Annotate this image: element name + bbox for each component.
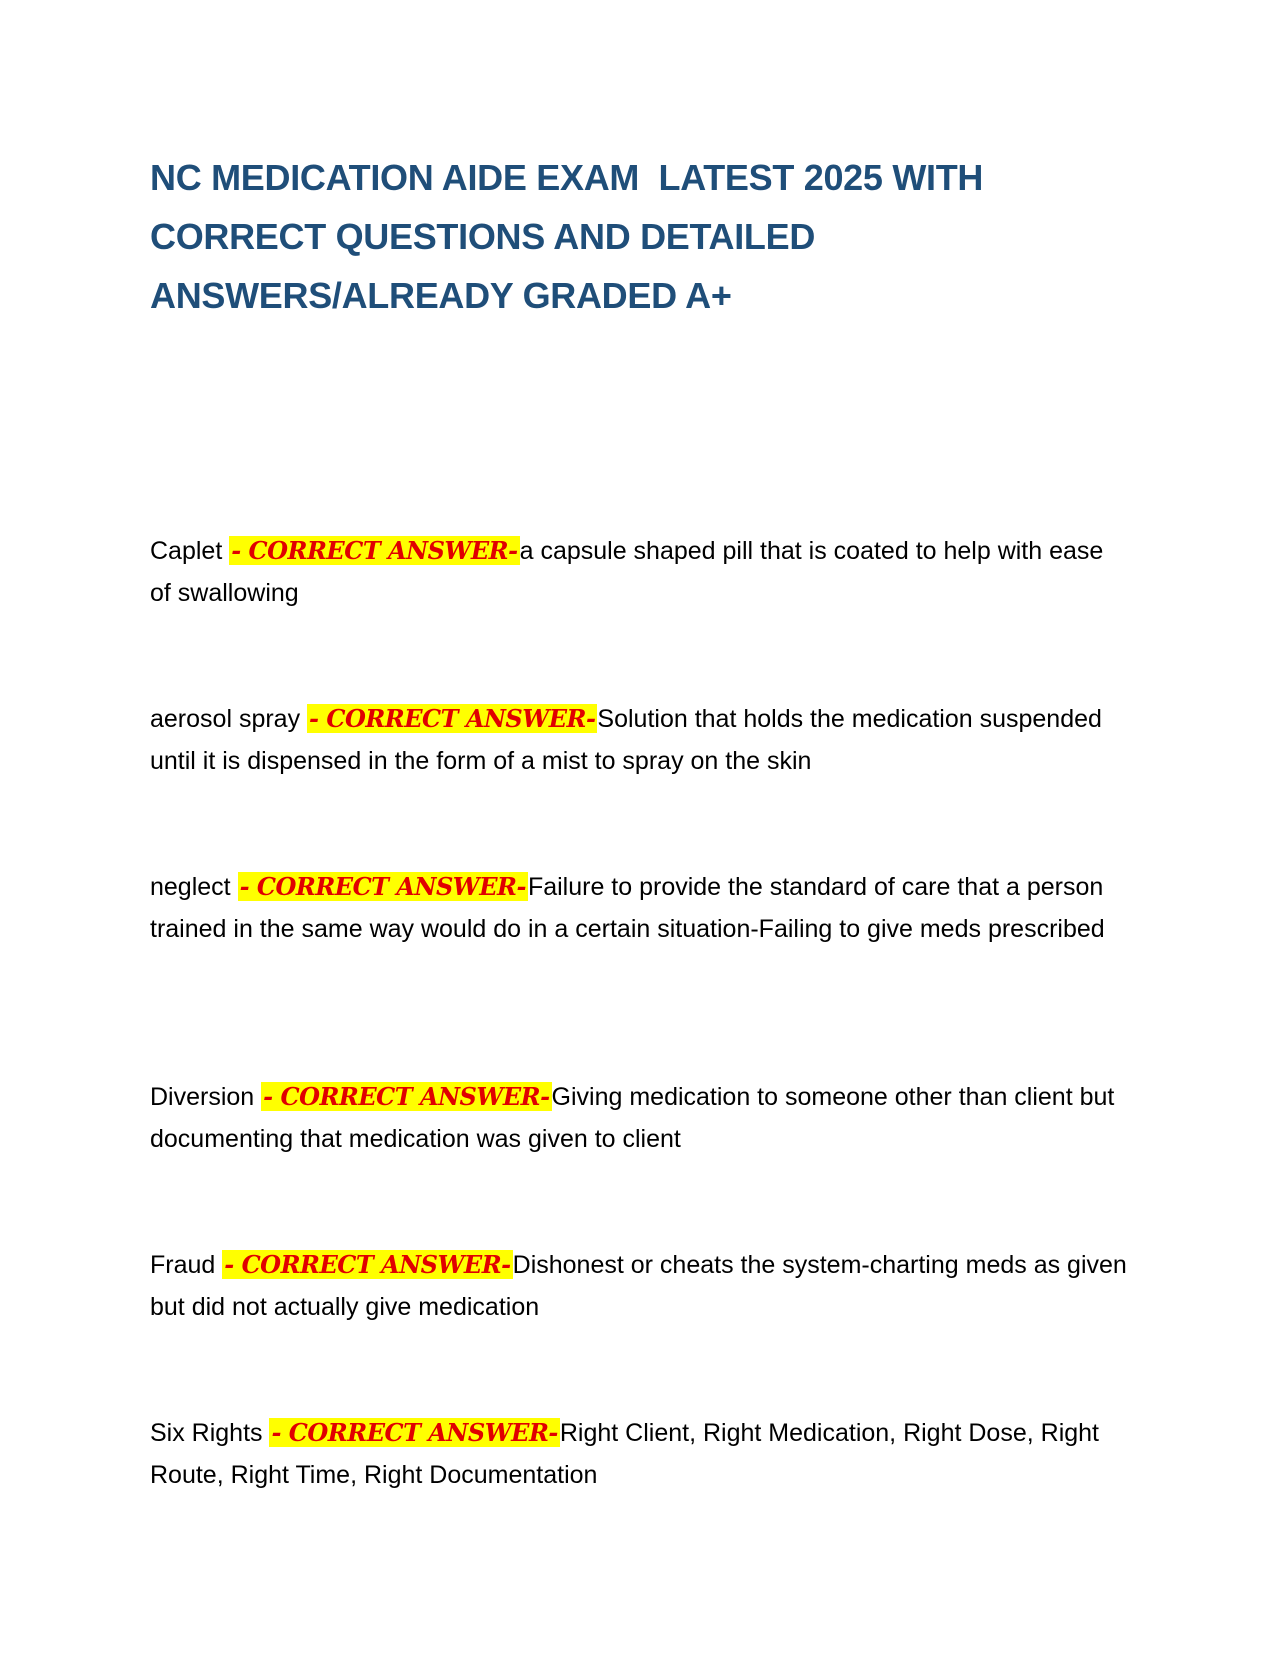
title-line-1: NC MEDICATION AIDE EXAM LATEST 2025 WITH	[150, 157, 984, 198]
qa-entry-neglect	[150, 866, 1130, 950]
correct-answer-marker: - CORRECT ANSWER-	[271, 1418, 558, 1447]
entry-definition: Right Client, Right Medication, Right Dose, Right Route, Right Time, Right Documentation	[150, 1419, 1099, 1489]
qa-entry-caplet	[150, 530, 1130, 614]
entry-definition: Solution that holds the medication suspended until it is dispensed in the form of a mist to spray on the skin	[150, 705, 1102, 775]
correct-answer-marker: - CORRECT ANSWER-	[239, 872, 526, 901]
correct-answer-marker: - CORRECT ANSWER-	[309, 704, 596, 733]
qa-entry-diversion	[150, 1076, 1130, 1160]
correct-answer-marker: - CORRECT ANSWER-	[263, 1082, 550, 1111]
entry-term: Diversion	[150, 1083, 262, 1111]
qa-entry-aerosol-spray	[150, 698, 1130, 782]
entry-definition: Failure to provide the standard of care that a person trained in the same way would do in a certain situation-Failing to give meds prescribed	[150, 873, 1105, 943]
entry-term: Six Rights	[150, 1419, 270, 1447]
entry-term: aerosol spray	[150, 705, 308, 733]
entry-term: Fraud	[150, 1251, 223, 1279]
qa-entry-six-rights	[150, 1412, 1130, 1496]
entry-definition: a capsule shaped pill that is coated to help with ease of swallowing	[150, 537, 1104, 607]
entry-term: neglect	[150, 873, 238, 901]
qa-entry-fraud	[150, 1244, 1130, 1328]
entry-definition: Dishonest or cheats the system-charting meds as given but did not actually give medication	[150, 1251, 1127, 1321]
title-line-3: ANSWERS/ALREADY GRADED A+	[150, 275, 732, 316]
title-line-2: CORRECT QUESTIONS AND DETAILED	[150, 216, 816, 257]
entry-term: Caplet	[150, 537, 230, 565]
entry-definition: Giving medication to someone other than client but documenting that medication was given to client	[150, 1083, 1115, 1153]
correct-answer-marker: - CORRECT ANSWER-	[224, 1250, 511, 1279]
correct-answer-marker: - CORRECT ANSWER-	[231, 536, 518, 565]
document-title	[150, 148, 1150, 325]
